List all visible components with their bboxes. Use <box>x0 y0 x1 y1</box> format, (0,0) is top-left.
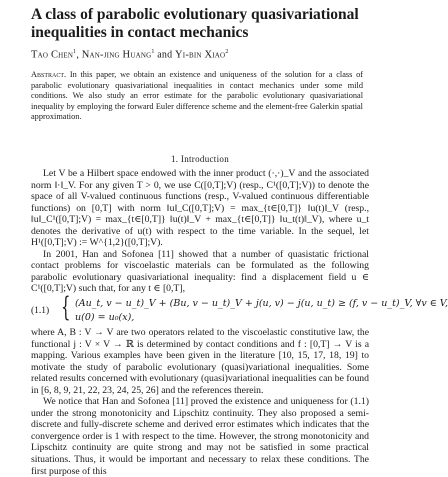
equation-line: (Au_t, v − u_t)_V + (Bu, v − u_t)_V + j(u, v) − j(u, u_t) ≥ (f, v − u_t)_V, ∀v ∈ V, <box>75 298 448 310</box>
affiliation-mark: 2 <box>225 49 229 55</box>
affiliation-mark: 1 <box>151 49 155 55</box>
equation-1-1 <box>31 292 448 326</box>
abstract-text: In this paper, we obtain an existence and uniqueness of the solution for a class of parabolic evolutionary quasivariational inequalities in contact mechanics under some mild conditions. We also study an error estimate for the parabolic evolutionary quasivariational inequality by employing the forward Euler difference scheme and the element-free Galerkin spatial approximation. <box>31 70 363 122</box>
author-name: Nan-jing Huang <box>81 49 152 61</box>
affiliation-mark: 1 <box>73 49 77 55</box>
author-name: Tao Chen <box>31 49 74 61</box>
abstract <box>31 70 363 123</box>
paragraph: We notice that Han and Sofonea [11] proved the existence and uniqueness for (1.1) under the strong monotonicity and Lipschitz continuity. They also proposed a semi-discrete and fully-discrete scheme and derived error estimates which indicates that the convergence order is 1 with respect to the time. However, the strong monotonicity and Lipschitz continuity are quite strong and may not be satisfied in some practical situations. Thus, it would be important and necessary to relax these conditions. The first purpose of this <box>31 396 369 477</box>
equation-number: (1.1) <box>31 306 50 317</box>
paragraph: Let V be a Hilbert space endowed with the inner product (·,·)_V and the associated norm ‖·‖_V. For any given T > 0, we use C([0,T];V) (resp., C¹([0,T];V)) to denote the space of all V-valued continuous functions (resp., V-valued continuous differentiable functions) on [0,T] with norm ‖u‖_C([0,T];V) = max_{t∈[0,T]} ‖u(t)‖_V (resp., ‖u‖_C¹([0,T];V) = max_{t∈[0,T]} ‖u(t)‖_V + max_{t∈[0,T]} ‖u_t(t)‖_V), where u_t denotes the derivative of u(t) with respect to the time variable. In the sequel, let H¹([0,T];V) := W^{1,2}([0,T];V). <box>31 168 369 249</box>
body-text <box>31 168 448 477</box>
abstract-label: Abstract. <box>31 70 67 79</box>
author-separator: and <box>154 49 175 61</box>
paragraph: where A, B : V → V are two operators related to the viscoelastic constitutive law, the functional j : V × V → ℝ is determined by contact conditions and f : [0,T] → V is a mapping. Various examples have been given in the literature [10, 15, 17, 18, 19] to motivate the study of parabolic evolutionary (quasi)variational inequalities. Some related results concerned with evolutionary (quasi)variational inequalities can be found in [6, 8, 9, 21, 22, 23, 24, 25, 26] and the references therein. <box>31 327 369 396</box>
author-list <box>31 49 229 60</box>
section-heading: 1. Introduction <box>171 154 229 164</box>
paper-title: A class of parabolic evolutionary quasivariational inequalities in contact mechanics <box>31 6 359 41</box>
equation-line: u(0) = u₀(x), <box>75 312 135 324</box>
paragraph: In 2001, Han and Sofonea [11] showed that a number of quasistatic frictional contact problems for viscoelastic materials can be formulated as the following parabolic evolutionary quasivariational inequality: find a displacement field u ∈ C¹([0,T];V) such that, for any t ∈ [0,T], <box>31 248 369 295</box>
author-name: Yi-bin Xiao <box>175 49 226 61</box>
equation-brace: { <box>61 292 71 324</box>
author-separator: , <box>76 49 82 61</box>
